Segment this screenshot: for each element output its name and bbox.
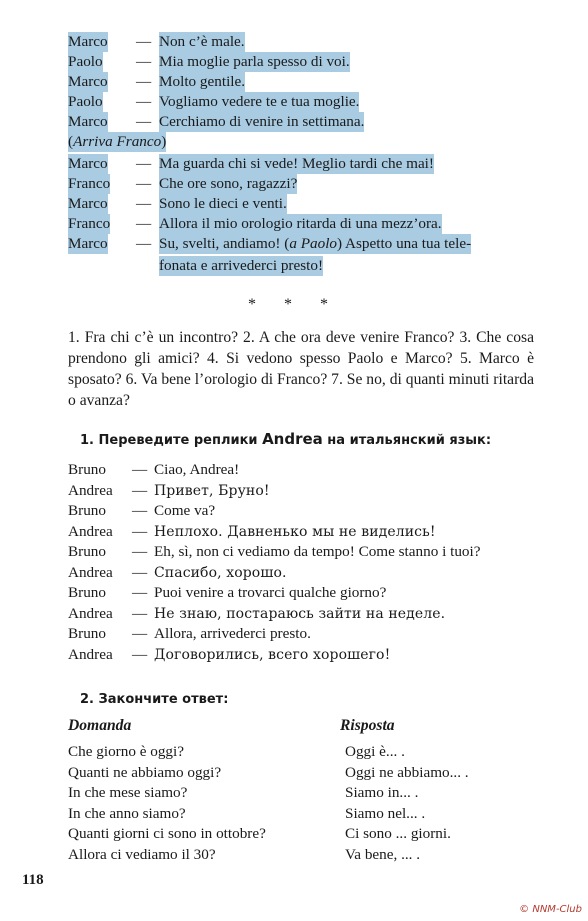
speaker: Andrea (68, 523, 113, 540)
speaker: Andrea (68, 605, 113, 622)
exercise-line[interactable] (68, 460, 240, 480)
stage-direction-text: Arriva Franco (73, 133, 162, 150)
line-text: Eh, sì, non ci vediamo da tempo! Come stanno i tuoi? (154, 543, 481, 560)
question-cell: In che mese siamo? (68, 784, 188, 801)
exercise-line[interactable] (68, 604, 446, 624)
dash: — (136, 33, 152, 50)
answer-cell[interactable]: Siamo nel... . (345, 805, 426, 822)
speaker: Andrea (68, 646, 113, 663)
exercise-line[interactable] (68, 624, 311, 644)
speaker: Bruno (68, 461, 106, 478)
question-cell: Quanti giorni ci sono in ottobre? (68, 825, 266, 842)
column-header-question: Domanda (68, 717, 132, 734)
speaker: Franco (68, 215, 111, 232)
exercise-2-title: 2. Закончите ответ: (80, 692, 229, 707)
dash: — (136, 113, 152, 130)
line-text: Vogliamo vedere te e tua moglie. (159, 93, 360, 110)
watermark: © NNM-Club (519, 904, 582, 915)
speaker: Franco (68, 175, 111, 192)
dash: — (136, 73, 152, 90)
speaker: Bruno (68, 543, 106, 560)
dash: — (132, 605, 148, 622)
speaker: Andrea (68, 482, 113, 499)
aside-direction: a Paolo (289, 235, 338, 252)
dash: — (132, 543, 148, 560)
dash: — (136, 175, 152, 192)
exercise-line[interactable] (68, 481, 270, 501)
dash: — (132, 502, 148, 519)
line-text: Puoi venire a trovarci qualche giorno? (154, 584, 387, 601)
speaker: Bruno (68, 502, 106, 519)
speaker: Marco (68, 155, 108, 172)
line-text: Не знаю, постараюсь зайти на неделе. (154, 606, 446, 622)
answer-cell[interactable]: Oggi è... . (345, 743, 405, 760)
speaker: Marco (68, 113, 108, 130)
speaker: Marco (68, 195, 108, 212)
line-text: Che ore sono, ragazzi? (159, 175, 298, 192)
dash: — (132, 625, 148, 642)
line-text: Allora, arrivederci presto. (154, 625, 311, 642)
exercise-line[interactable] (68, 583, 387, 603)
line-text: Договорились, всего хорошего! (154, 647, 391, 663)
dash: — (136, 235, 152, 252)
line-text: Molto gentile. (159, 73, 246, 90)
dash: — (136, 215, 152, 232)
paren-open: ( (68, 133, 74, 150)
answer-cell[interactable]: Ci sono ... giorni. (345, 825, 451, 842)
line-text: Sono le dieci e venti. (159, 195, 287, 212)
exercise-line[interactable] (68, 501, 216, 521)
comprehension-questions: 1. Fra chi c’è un incontro? 2. A che ora deve venire Franco? 3. Che cosa prendono gli amici? 4. Si vedono spesso Paolo e Marco? 5. Marco è sposato? 6. Va bene l’orologio di Franco? 7. Se no, di quanti minuti ritarda o avanza? (68, 329, 534, 409)
exercise-line[interactable] (68, 522, 436, 542)
dash: — (132, 584, 148, 601)
line-text: Ma guarda chi si vede! Meglio tardi che mai! (159, 155, 434, 172)
page-number: 118 (22, 872, 44, 888)
speaker: Marco (68, 73, 108, 90)
dash: — (132, 482, 148, 499)
exercise-title-text: на итальянский язык: (322, 433, 492, 448)
speaker: Bruno (68, 625, 106, 642)
line-text: Mia moglie parla spesso di voi. (159, 53, 350, 70)
dash: — (132, 523, 148, 540)
question-cell: Allora ci vediamo il 30? (68, 846, 216, 863)
line-text: Come va? (154, 502, 216, 519)
exercise-line[interactable] (68, 645, 391, 665)
answer-cell[interactable]: Oggi ne abbiamo... . (345, 764, 469, 781)
exercise-title-text: 1. Переведите реплики (80, 433, 263, 448)
line-text: Привет, Бруно! (154, 483, 270, 499)
exercise-line[interactable] (68, 563, 287, 583)
line-text: fonata e arrivederci presto! (159, 257, 324, 274)
answer-cell[interactable]: Siamo in... . (345, 784, 419, 801)
column-header-answer: Risposta (340, 717, 395, 734)
dash: — (132, 646, 148, 663)
line-text: Non c’è male. (159, 33, 245, 50)
exercise-title-name: Andrea (262, 430, 323, 448)
stage-direction[interactable] (68, 132, 166, 152)
dash: — (136, 155, 152, 172)
line-text-part: ) Aspetto una tua tele- (337, 235, 472, 252)
speaker: Paolo (68, 93, 103, 110)
speaker: Paolo (68, 53, 103, 70)
speaker: Bruno (68, 584, 106, 601)
exercise-1-title (80, 430, 491, 448)
speaker: Marco (68, 33, 108, 50)
line-text: Allora il mio orologio ritarda di una mezz’ora. (159, 215, 442, 232)
dash: — (136, 93, 152, 110)
line-text: Ciao, Andrea! (154, 461, 240, 478)
dash: — (132, 461, 148, 478)
line-text-part: Su, svelti, andiamo! ( (159, 235, 290, 252)
section-separator: * * * (248, 296, 340, 313)
question-cell: In che anno siamo? (68, 805, 186, 822)
line-text: Спасибо, хорошо. (154, 565, 287, 581)
speaker: Andrea (68, 564, 113, 581)
dash: — (136, 195, 152, 212)
question-cell: Che giorno è oggi? (68, 743, 184, 760)
line-text: Неплохо. Давненько мы не виделись! (154, 524, 436, 540)
line-text: Cerchiamo di venire in settimana. (159, 113, 365, 130)
line-text (159, 234, 471, 254)
paren-close: ) (161, 133, 167, 150)
speaker: Marco (68, 235, 108, 252)
question-cell: Quanti ne abbiamo oggi? (68, 764, 222, 781)
answer-cell[interactable]: Va bene, ... . (345, 846, 421, 863)
exercise-line[interactable] (68, 542, 481, 562)
dash: — (136, 53, 152, 70)
dash: — (132, 564, 148, 581)
